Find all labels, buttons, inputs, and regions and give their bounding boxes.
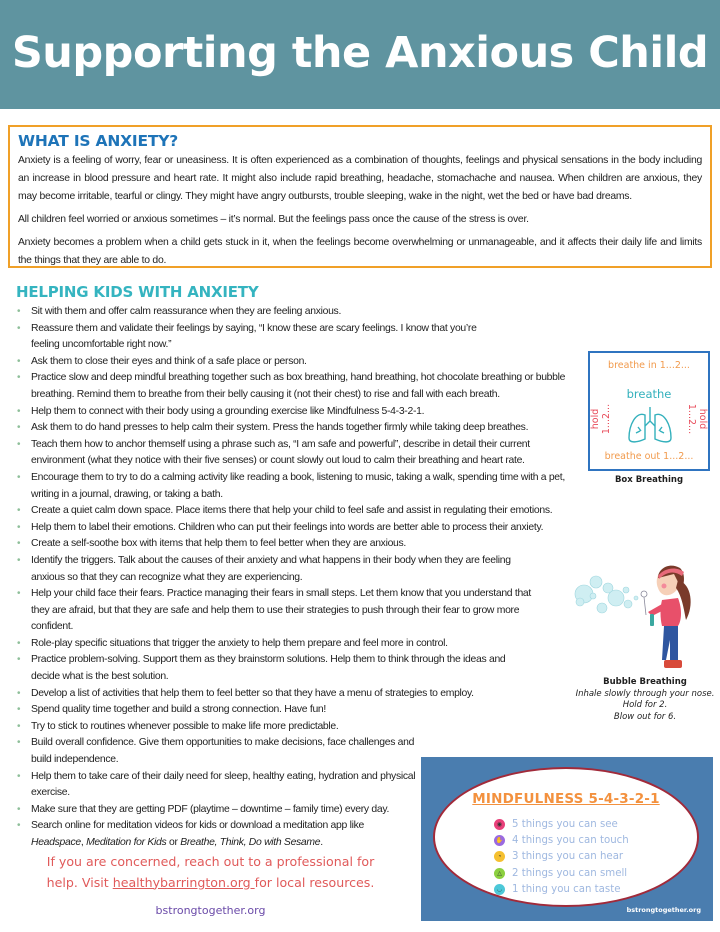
list-item: • Practice slow and deep mindful breathing together such as box breathing, hand breathing, hot chocolate breathing or bubble breathing. Remind them to breathe from their belly causing it (not their chest) to rise and fall with each breath. — [16, 370, 576, 403]
mindfulness-item-text: 3 things you can hear — [512, 851, 624, 863]
list-item: • Help your child face their fears. Practice managing their fears in small steps. Let them know that you understand that they are afraid, but that they are safe and help them to use their strategies to push through their fear to grow more confident. — [16, 586, 536, 636]
nose-icon: △ — [494, 868, 505, 879]
list-item: • Create a self-soothe box with items that help them to feel better when they are anxious. — [16, 536, 588, 553]
bubble-breathing-caption — [570, 677, 720, 723]
mouth-icon: ◡ — [494, 884, 505, 895]
list-item: • Sit with them and offer calm reassurance when they are feeling anxious. — [16, 304, 588, 321]
bubble-breathing-line: Hold for 2. — [622, 700, 668, 710]
page-title: Supporting the Anxious Child — [11, 27, 709, 78]
eye-icon: ◉ — [494, 819, 505, 830]
box-breathing-caption: Box Breathing — [614, 475, 684, 485]
list-item: • Help them to label their emotions. Children who can put their feelings into words are better able to process their anxiety. — [16, 520, 596, 537]
app-name: Headspace — [31, 837, 81, 848]
mindfulness-item-text: 1 thing you can taste — [512, 884, 621, 896]
separator: . — [320, 837, 323, 848]
girl-blowing-bubbles-illustration — [566, 560, 716, 672]
box-breathing-bottom: breathe out 1...2... — [604, 451, 694, 462]
mindfulness-list — [494, 816, 629, 898]
concern-line-2 — [18, 873, 403, 894]
concern-line-1: If you are concerned, reach out to a professional for — [46, 854, 375, 869]
healthybarrington-link[interactable]: healthybarrington.org — [112, 874, 255, 890]
list-item: • Identify the triggers. Talk about the causes of their anxiety and what happens in their body when they are feeling anxious so that they can recognize what they are experiencing. — [16, 553, 541, 586]
anxiety-paragraph: Anxiety is a feeling of worry, fear or uneasiness. It is often experienced as a combination of thoughts, feelings and physical sensations in the body including an increase in blood pressure and heart rate. It might also include rapid breathing, headache, stomachache and nausea. When children are anxious, they may become irritable, tearful or clingy. They might have angry outbursts, trouble sleeping, wake in the night, wet the bed or have bad dreams. — [18, 155, 702, 202]
separator: or — [166, 837, 181, 848]
mindfulness-item-text: 5 things you can see — [512, 818, 618, 830]
mindfulness-oval — [433, 767, 699, 907]
list-item: • Teach them how to anchor themself using a phrase such as, “I am safe and powerful”, describe in detail their current environment (what they notice with their five senses) or count slowly out loud to calm their breathing and heart rate. — [16, 437, 576, 470]
box-breathing-left: hold 1...2... — [590, 403, 612, 435]
hand-icon: ✋ — [494, 835, 505, 846]
mindfulness-item — [494, 832, 629, 848]
what-is-anxiety-section — [8, 125, 712, 268]
lungs-icon — [626, 405, 674, 445]
anxiety-paragraph: Anxiety becomes a problem when a child gets stuck in it, when the feelings become overwhelming or unmanageable, and it affects their daily life and limits the things that they are able to do. — [18, 237, 702, 266]
mindfulness-title: MINDFULNESS 5-4-3-2-1 — [472, 791, 660, 807]
list-item: • Create a quiet calm down space. Place items there that help your child to feel safe and assist in regulating their emotions. — [16, 503, 596, 520]
list-item: • Role-play specific situations that trigger the anxiety to help them prepare and feel more in control. — [16, 636, 588, 653]
bubble-breathing-line: Inhale slowly through your nose. — [575, 688, 715, 699]
list-item: • Ask them to do hand presses to help calm their system. Press the hands together firmly while taking deep breathes. — [16, 420, 588, 437]
list-item: • Develop a list of activities that help them to feel better so that they have a menu of strategies to employ. — [16, 686, 588, 703]
list-item: • Encourage them to try to do a calming activity like reading a book, listening to music, taking a walk, spending time with a pet, writing in a journal, drawing, or taking a bath. — [16, 470, 586, 503]
concern-suffix: for local resources. — [254, 874, 375, 890]
mindfulness-54321-card — [421, 757, 713, 921]
list-item: • Practice problem-solving. Support them as they brainstorm solutions. Help them to think through the ideas and decide what is the best solution. — [16, 652, 531, 685]
list-item: • Make sure that they are getting PDF (playtime – downtime – family time) every day. — [16, 802, 588, 819]
concern-message — [18, 852, 403, 893]
app-name: Meditation for Kids — [86, 837, 167, 848]
app-name: Breathe, Think, Do with Sesame — [180, 837, 321, 848]
bubble-breathing-line: Blow out for 6. — [613, 711, 677, 722]
concern-prefix: help. Visit — [46, 874, 113, 890]
page-header — [0, 0, 720, 109]
box-breathing-center: breathe — [626, 387, 672, 401]
list-item: • Spend quality time together and build a strong connection. Have fun! — [16, 702, 588, 719]
footer-site-label: bstrongtogether.org — [155, 904, 266, 917]
separator: , — [80, 837, 87, 848]
helping-kids-heading: HELPING KIDS WITH ANXIETY — [16, 283, 259, 301]
mindfulness-item — [494, 882, 629, 898]
mindfulness-site-label: bstrongtogether.org — [626, 906, 701, 914]
anxiety-paragraph: All children feel worried or anxious sometimes – it’s normal. But the feelings pass once the cause of the stress is over. — [18, 214, 529, 225]
list-item: • Ask them to close their eyes and think of a safe place or person. — [16, 354, 588, 371]
list-item: • Help them to take care of their daily need for sleep, healthy eating, hydration and physical exercise. — [16, 769, 416, 802]
bubble-breathing-title: Bubble Breathing — [603, 677, 687, 687]
meditation-text: Search online for meditation videos for kids or download a meditation app like — [31, 820, 364, 832]
list-item: • Try to stick to routines whenever possible to make life more predictable. — [16, 719, 588, 736]
list-item — [16, 818, 416, 851]
box-breathing-diagram — [588, 351, 710, 471]
list-item: • Reassure them and validate their feelings by saying, “I know these are scary feelings. I know that you’re feeling uncomfortable right now.” — [16, 321, 498, 354]
box-breathing-top: breathe in 1...2... — [608, 360, 690, 371]
mindfulness-item — [494, 816, 629, 832]
mindfulness-item-text: 4 things you can touch — [512, 835, 629, 847]
ear-icon: ◔ — [494, 851, 505, 862]
mindfulness-item — [494, 849, 629, 865]
what-is-anxiety-heading: WHAT IS ANXIETY? — [18, 132, 179, 150]
mindfulness-item — [494, 865, 629, 881]
list-item: • Build overall confidence. Give them opportunities to make decisions, face challenges and build independence. — [16, 735, 416, 768]
list-item: • Help them to connect with their body using a grounding exercise like Mindfulness 5-4-3-2-1. — [16, 404, 588, 421]
box-breathing-right: hold 1...2... — [686, 403, 708, 435]
mindfulness-item-text: 2 things you can smell — [512, 867, 628, 879]
